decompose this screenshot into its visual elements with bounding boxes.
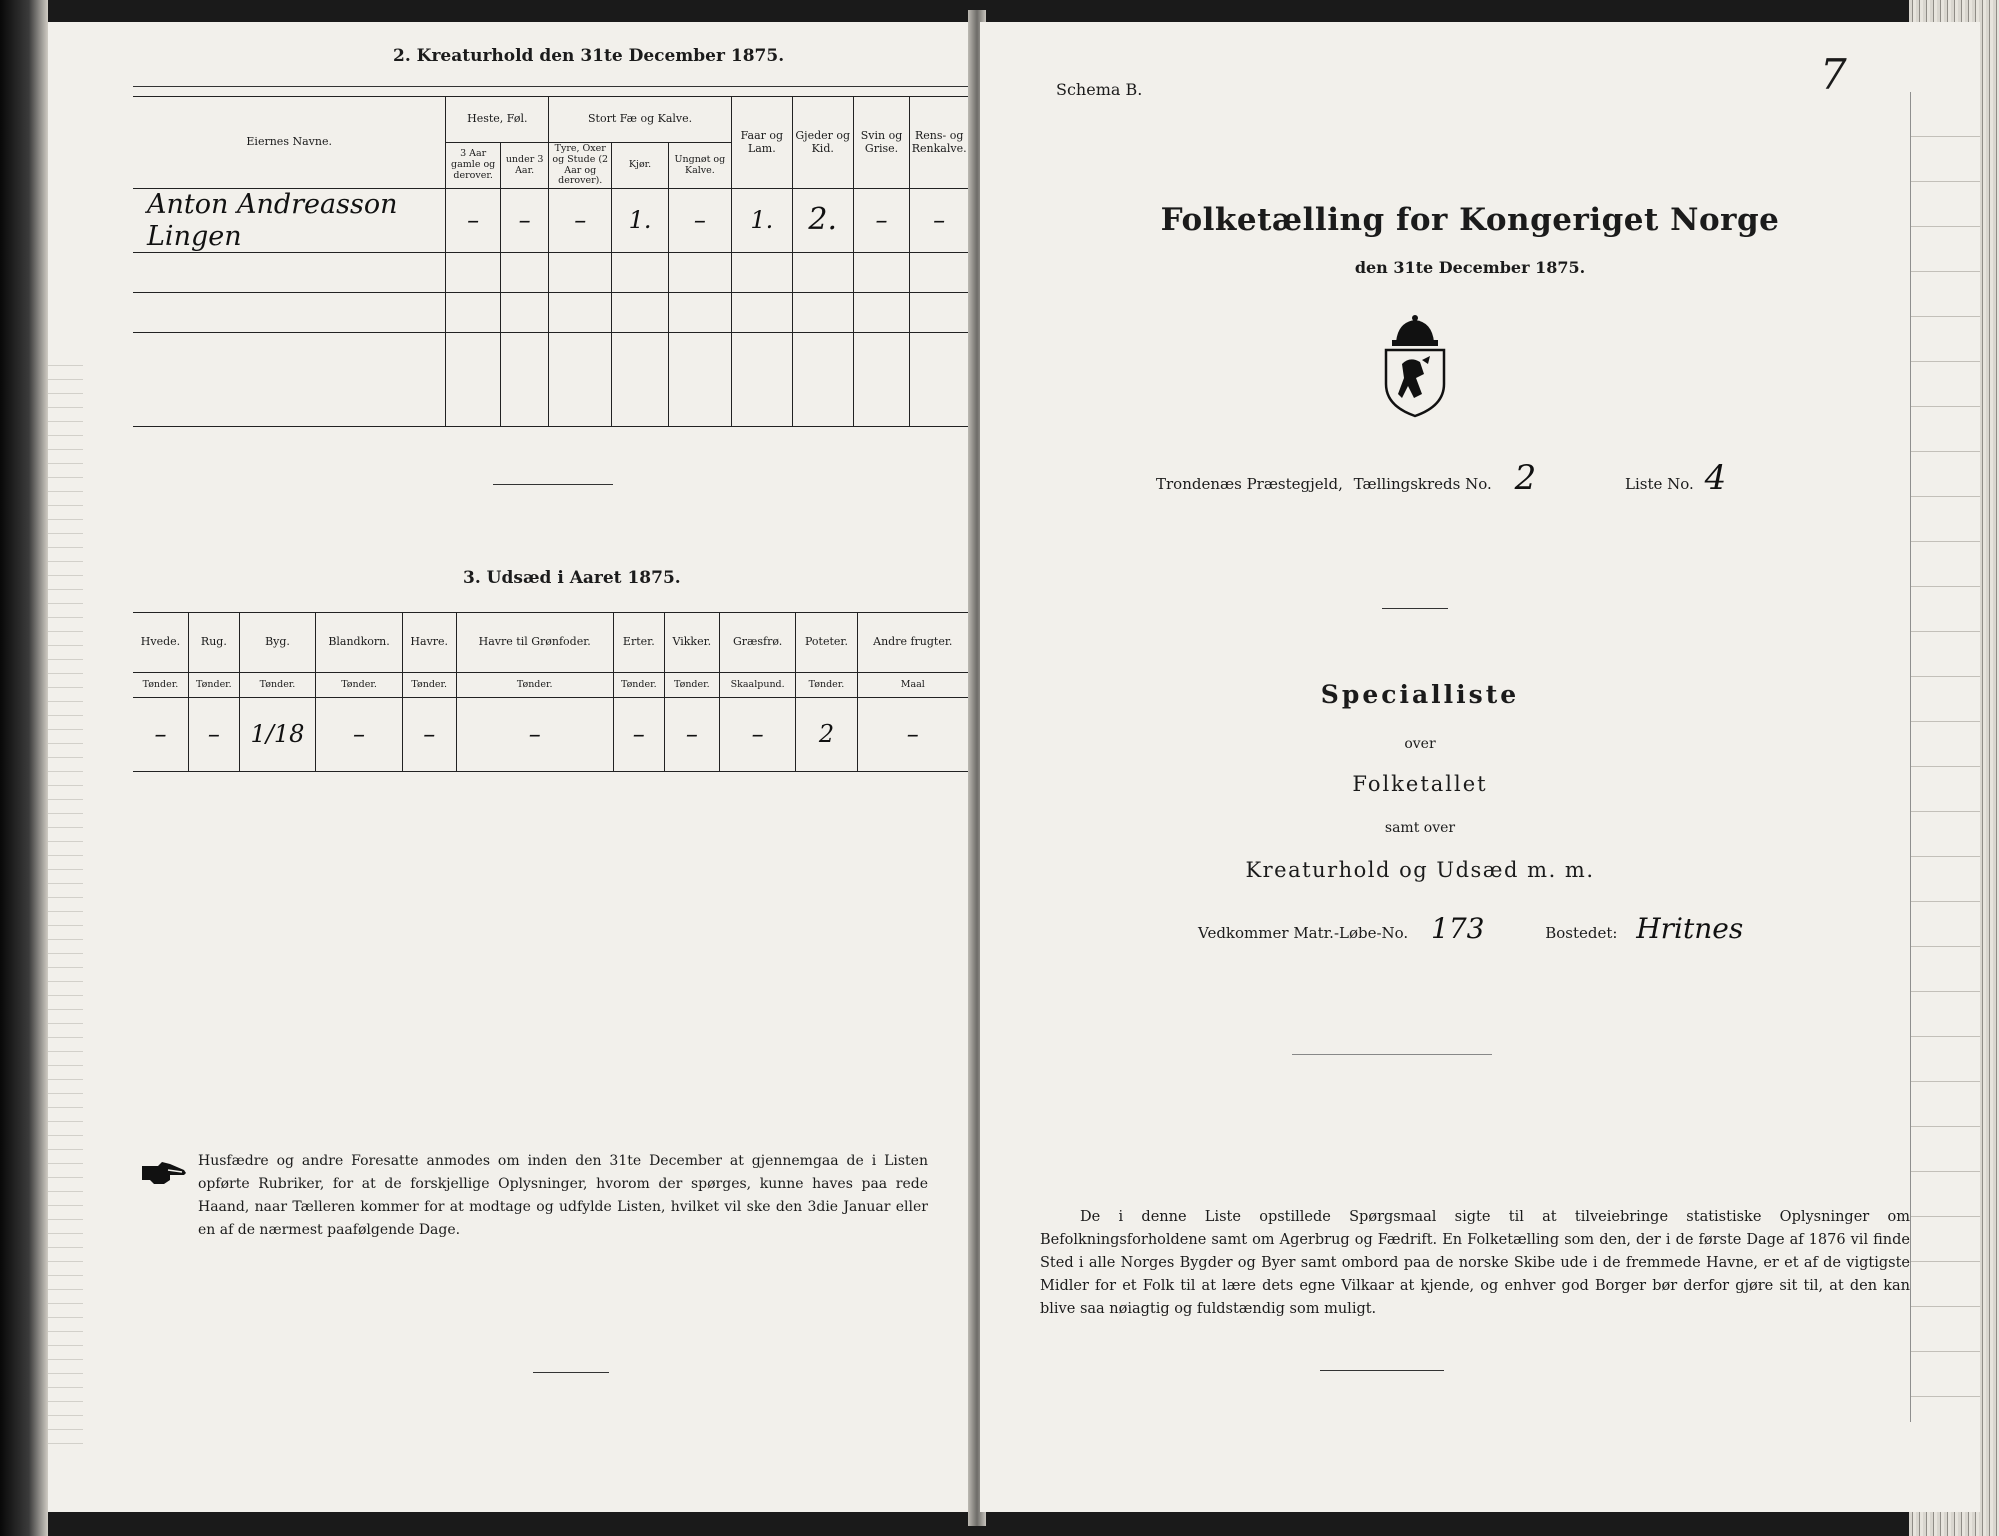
short-divider [493, 484, 613, 485]
bleed-through-lines [1910, 92, 1980, 1422]
seed-header: Hvede. [133, 613, 188, 673]
seed-value: – [188, 698, 239, 772]
seed-unit: Tønder. [796, 672, 857, 697]
empty-cell [731, 333, 792, 427]
seed-header: Havre. [402, 613, 456, 673]
list-label: Liste No. [1625, 475, 1694, 493]
parish-line [1156, 458, 1726, 498]
reindeer-value: – [910, 189, 968, 253]
seed-value: – [316, 698, 403, 772]
seed-table [133, 612, 968, 772]
empty-cell [133, 333, 446, 427]
info-paragraph: De i denne Liste opstillede Spørgsmaal sigte til at tilveiebringe statistiske Oplysninger om Befolkningsforholdene samt om Agerbrug og Fædrift. En Folketælling som den, der i de første Dage af 1876 vil finde Sted i alle Norges Bygder og Byer samt ombord paa de norske Skibe ude i de fremmede Havne, er et af de vigtigste Midler for et Folk til at lære dets egne Vilkaar at kjende, og enhver god Borger bør derfor gjøre sit til, at den kan blive saa nøiagtig og fuldstændig som muligt. [1040, 1209, 1910, 1317]
seed-value: – [664, 698, 719, 772]
book-edge-left [0, 0, 48, 1536]
norwegian-coat-of-arms-icon [1376, 314, 1454, 418]
empty-cell [668, 293, 731, 333]
seed-unit: Tønder. [316, 672, 403, 697]
seed-unit: Tønder. [664, 672, 719, 697]
bosted-value: Hritnes [1636, 912, 1744, 945]
young-cattle-value: – [668, 189, 731, 253]
empty-cell [792, 253, 853, 293]
main-title: Folketælling for Kongeriget Norge [1160, 202, 1780, 238]
district-value: 2 [1514, 458, 1537, 498]
empty-cell [731, 253, 792, 293]
divider [133, 86, 968, 87]
pigs-value: – [853, 189, 910, 253]
empty-cell [668, 333, 731, 427]
seed-header: Rug. [188, 613, 239, 673]
short-divider [1382, 608, 1448, 609]
bulls-value: – [549, 189, 612, 253]
empty-cell [133, 253, 446, 293]
matr-label: Vedkommer Matr.-Løbe-No. [1198, 924, 1409, 942]
header-owner: Eiernes Navne. [133, 97, 446, 189]
header-horses-old: 3 Aar gamle og derover. [446, 143, 501, 189]
notice-text: Husfædre og andre Foresatte anmodes om inden den 31te December at gjennemgaa de i Listen opførte Rubriker, for at de forskjellige Oplysninger, hvorom der spørges, kunne haves paa rede Haand, naar Tælleren kommer for at modtage og udfylde Listen, hvilket vil ske den 3die Januar eller en af de nærmest paafølgende Dage. [198, 1153, 928, 1238]
empty-cell [853, 293, 910, 333]
empty-cell [612, 293, 669, 333]
empty-cell [500, 333, 548, 427]
seed-value: – [719, 698, 796, 772]
seed-header: Græsfrø. [719, 613, 796, 673]
seed-unit: Maal [857, 672, 968, 697]
matr-value: 173 [1431, 912, 1485, 945]
seed-header: Blandkorn. [316, 613, 403, 673]
empty-cell [549, 293, 612, 333]
empty-cell [446, 253, 501, 293]
seed-value: – [857, 698, 968, 772]
seed-value: – [133, 698, 188, 772]
folketallet-text: Folketallet [1352, 772, 1488, 796]
empty-cell [133, 293, 446, 333]
short-divider [1320, 1370, 1444, 1371]
empty-cell [549, 253, 612, 293]
seed-value: – [613, 698, 664, 772]
empty-cell [910, 253, 968, 293]
sheep-value: 1. [731, 189, 792, 253]
seed-header: Erter. [613, 613, 664, 673]
subtitle: den 31te December 1875. [1354, 258, 1586, 277]
empty-cell [731, 293, 792, 333]
seed-header: Vikker. [664, 613, 719, 673]
right-page [980, 22, 1980, 1512]
specialliste-heading: Specialliste [1320, 680, 1520, 709]
empty-cell [853, 333, 910, 427]
empty-cell [446, 293, 501, 333]
left-page [48, 22, 974, 1512]
seed-unit: Tønder. [402, 672, 456, 697]
parish-label: Trondenæs Præstegjeld, [1156, 475, 1343, 493]
header-goats: Gjeder og Kid. [792, 97, 853, 189]
divider [1292, 1054, 1492, 1055]
empty-cell [612, 253, 669, 293]
cows-value: 1. [612, 189, 669, 253]
seed-unit: Skaalpund. [719, 672, 796, 697]
seed-header: Poteter. [796, 613, 857, 673]
over-text: over [1404, 736, 1436, 752]
header-reindeer: Rens- og Renkalve. [910, 97, 968, 189]
header-sheep: Faar og Lam. [731, 97, 792, 189]
matr-line [1198, 912, 1743, 945]
header-cattle: Stort Fæ og Kalve. [549, 97, 732, 143]
list-value: 4 [1704, 458, 1727, 498]
kreaturhold-text: Kreaturhold og Udsæd m. m. [1245, 858, 1595, 882]
seed-value: – [402, 698, 456, 772]
bosted-label: Bostedet: [1545, 924, 1618, 942]
horses-old-value: – [446, 189, 501, 253]
seed-unit: Tønder. [239, 672, 315, 697]
empty-cell [549, 333, 612, 427]
samt-over-text: samt over [1384, 820, 1456, 836]
section2-title: 2. Kreaturhold den 31te December 1875. [393, 46, 785, 66]
seed-value: 1/18 [239, 698, 315, 772]
short-divider [533, 1372, 609, 1373]
horses-young-value: – [500, 189, 548, 253]
empty-cell [792, 293, 853, 333]
header-cows: Kjør. [612, 143, 669, 189]
empty-cell [500, 293, 548, 333]
seed-value: 2 [796, 698, 857, 772]
empty-cell [668, 253, 731, 293]
empty-cell [853, 253, 910, 293]
empty-cell [612, 333, 669, 427]
schema-label: Schema B. [1056, 80, 1143, 99]
seed-header: Byg. [239, 613, 315, 673]
livestock-table [133, 96, 968, 427]
empty-cell [910, 333, 968, 427]
empty-cell [446, 333, 501, 427]
seed-unit: Tønder. [133, 672, 188, 697]
seed-header: Andre frugter. [857, 613, 968, 673]
owner-name: Anton Andreasson Lingen [133, 189, 446, 253]
empty-cell [792, 333, 853, 427]
district-label: Tællingskreds No. [1353, 475, 1492, 493]
header-young-cattle: Ungnøt og Kalve. [668, 143, 731, 189]
header-horses-young: under 3 Aar. [500, 143, 548, 189]
goats-value: 2. [792, 189, 853, 253]
seed-header: Havre til Grønfoder. [456, 613, 613, 673]
header-bulls: Tyre, Oxer og Stude (2 Aar og derover). [549, 143, 612, 189]
header-horses: Heste, Føl. [446, 97, 549, 143]
empty-cell [910, 293, 968, 333]
bleed-through-lines [48, 352, 83, 1452]
section3-title: 3. Udsæd i Aaret 1875. [463, 568, 681, 588]
pointing-hand-icon [140, 1160, 188, 1186]
seed-unit: Tønder. [188, 672, 239, 697]
seed-unit: Tønder. [613, 672, 664, 697]
page-number: 7 [1820, 50, 1847, 99]
seed-value: – [456, 698, 613, 772]
empty-cell [500, 253, 548, 293]
seed-unit: Tønder. [456, 672, 613, 697]
header-pigs: Svin og Grise. [853, 97, 910, 189]
